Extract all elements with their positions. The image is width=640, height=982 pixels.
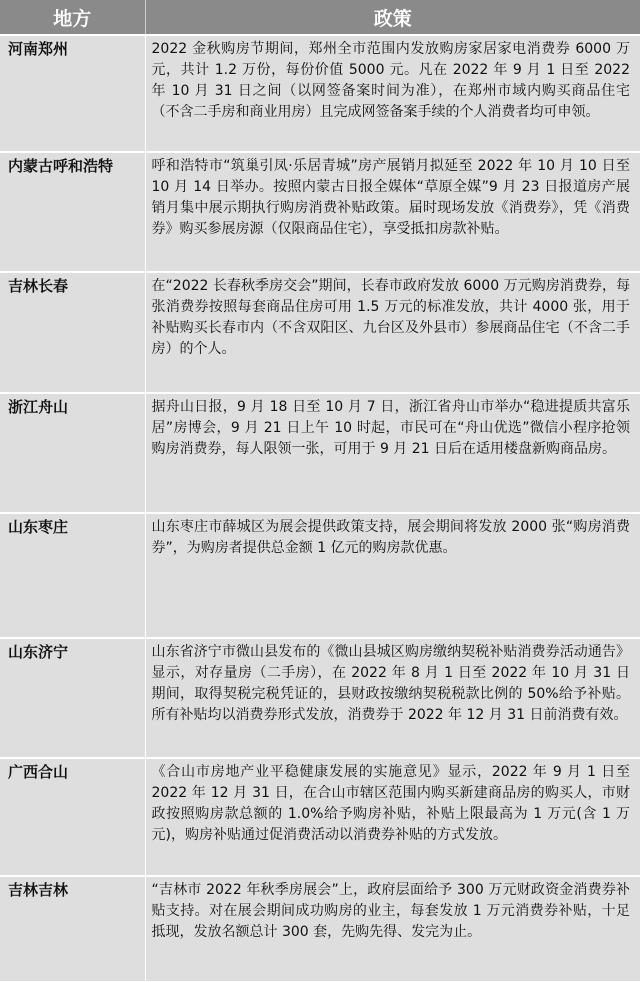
table-row <box>0 152 640 272</box>
policy-cell: 据舟山日报，9 月 18 日至 10 月 7 日，浙江省舟山市举办“稳进提质共富乐居”房博会，9 月 21 日上午 10 时起，市民可在“舟山优选”微信小程序抢领购房消费券，每人限领一张，可用于 9 月 21 日后在适用楼盘新购商品房。 <box>145 393 640 513</box>
policy-cell: 2022 金秋购房节期间，郑州全市范围内发放购房家居家电消费券 6000 万元，共计 1.2 万份，每份价值 5000 元。凡在 2022 年 9 月 1 日至 2022 年 10 月 31 日之间（以网签备案时间为准），在郑州市域内购买商品住宅（不含二手房和商业用房）且完成网签备案手续的个人消费者均可申领。 <box>145 35 640 152</box>
table-row <box>0 876 640 981</box>
place-cell: 吉林长春 <box>0 272 145 393</box>
header-policy: 政策 <box>145 0 640 35</box>
table-row <box>0 638 640 758</box>
table-row <box>0 35 640 152</box>
header-place: 地方 <box>0 0 145 35</box>
table-row <box>0 758 640 876</box>
policy-cell: 呼和浩特市“筑巢引凤·乐居青城”房产展销月拟延至 2022 年 10 月 10 日至 10 月 14 日举办。按照内蒙古日报全媒体“草原全媒”9 月 23 日报道房产展销月集中展示期执行购房消费补贴政策。届时现场发放《消费券》，凭《消费券》购买参展房源（仅限商品住宅），享受抵扣房款补贴。 <box>145 152 640 272</box>
place-cell: 浙江舟山 <box>0 393 145 513</box>
table-row <box>0 513 640 638</box>
policy-cell: “吉林市 2022 年秋季房展会”上，政府层面给予 300 万元财政资金消费券补贴支持。对在展会期间成功购房的业主，每套发放 1 万元消费券补贴，十足抵现，发放名额总计 300 套，先购先得、发完为止。 <box>145 876 640 981</box>
policy-cell: 山东省济宁市微山县发布的《微山县城区购房缴纳契税补贴消费券活动通告》显示，对存量房（二手房），在 2022 年 8 月 1 日至 2022 年 10 月 31 日期间，取得契税完税凭证的，县财政按缴纳契税税款比例的 50%给予补贴。所有补贴均以消费券形式发放，消费券于 2022 年 12 月 31 日前消费有效。 <box>145 638 640 758</box>
place-cell: 山东枣庄 <box>0 513 145 638</box>
place-cell: 广西合山 <box>0 758 145 876</box>
policy-cell: 在“2022 长春秋季房交会”期间，长春市政府发放 6000 万元购房消费券，每张消费券按照每套商品住房可用 1.5 万元的标准发放，共计 4000 张，用于补贴购买长春市内（不含双阳区、九台区及外县市）参展商品住宅（不含二手房）的个人。 <box>145 272 640 393</box>
place-cell: 吉林吉林 <box>0 876 145 981</box>
header-row <box>0 0 640 35</box>
policy-cell: 《合山市房地产业平稳健康发展的实施意见》显示，2022 年 9 月 1 日至 2022 年 12 月 31 日，在合山市辖区范围内购买新建商品房的购买人，市财政按照购房款总额的 1.0%给予购房补贴，补贴上限最高为 1 万元(含 1 万元)，购房补贴通过促消费活动以消费券补贴的方式发放。 <box>145 758 640 876</box>
table-row <box>0 393 640 513</box>
policy-cell: 山东枣庄市薛城区为展会提供政策支持，展会期间将发放 2000 张“购房消费券”，为购房者提供总金额 1 亿元的购房款优惠。 <box>145 513 640 638</box>
place-cell: 内蒙古呼和浩特 <box>0 152 145 272</box>
table-row <box>0 272 640 393</box>
place-cell: 山东济宁 <box>0 638 145 758</box>
place-cell: 河南郑州 <box>0 35 145 152</box>
